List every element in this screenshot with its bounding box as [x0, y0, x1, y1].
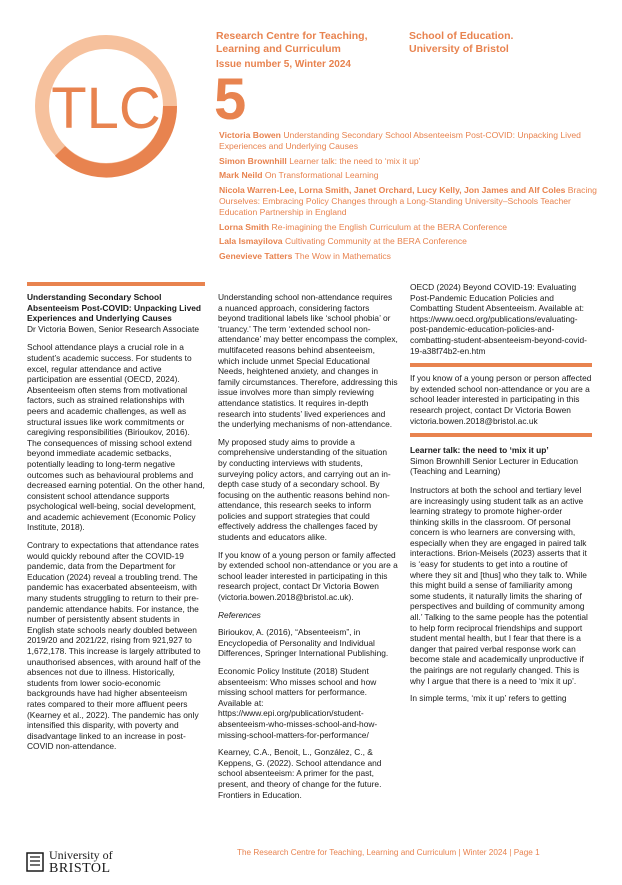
- contents-title: The Wow in Mathematics: [294, 251, 391, 262]
- section-rule: [410, 363, 592, 367]
- issue-label: Issue number 5, Winter 2024: [216, 59, 351, 70]
- tlc-logo: [20, 20, 192, 192]
- centre-name: [216, 30, 368, 56]
- contents-item[interactable]: [219, 236, 599, 247]
- article-title: Learner talk: the need to ‘mix it up’: [410, 445, 549, 456]
- contents-title: Understanding Secondary School Absenteeism Post-COVID: Unpacking Lived Experiences and Underlying Causes: [219, 130, 581, 151]
- article-title: Understanding Secondary School Absenteeism Post-COVID: Unpacking Lived Experiences and Underlying Causes: [27, 292, 202, 324]
- contents-author: Genevieve Tatters: [219, 251, 293, 262]
- article-column-3: [410, 282, 592, 711]
- page-footer: The Research Centre for Teaching, Learning and Curriculum | Winter 2024 | Page 1: [237, 848, 540, 857]
- university-line-1: University of: [49, 848, 113, 862]
- contents-item[interactable]: [219, 130, 599, 152]
- article-paragraph: Understanding school non-attendance requires a nuanced approach, considering factors beyond traditional labels like ‘school phobia’ or ‘truancy.’ The term ‘extended school non-attendance’ may better encompass the complex, multifaceted reasons behind absenteeism, which include unmet Special Educational Needs, heightened anxiety, and changes in family circumstances. Therefore, addressing this issue involves more than simply reviewing attendance statistics. It requires in-depth research into students’ lived experiences and the underlying mechanisms of non-attendance.: [218, 292, 398, 430]
- contents-title: On Transformational Learning: [264, 170, 379, 181]
- article-paragraph: In simple terms, ‘mix it up’ refers to getting: [410, 693, 567, 704]
- crest-icon: [25, 851, 45, 875]
- contents-author: Lala Ismayilova: [219, 236, 283, 247]
- university-logo: [25, 848, 135, 877]
- article-byline: Dr Victoria Bowen, Senior Research Associate: [27, 323, 200, 334]
- contents-item[interactable]: [219, 222, 599, 233]
- school-line-1: School of Education.: [409, 30, 514, 42]
- reference-item[interactable]: Economic Policy Institute (2018) Student absenteeism: Who misses school and how missing school matters for performance. Available at: https://www.epi.org/publication/student-absenteeism-who-misses-school-and-how-missing-school-matters-for-performance/: [218, 666, 378, 740]
- article-column-1: [27, 292, 205, 759]
- article-paragraph: Contrary to expectations that attendance rates would quickly rebound after the COVID-19 pandemic, data from the Department for Education (2024) reveal a troubling trend. The pandemic has exacerbated absenteeism, with many students struggling to return to their pre-pandemic attendance habits. For instance, the number of persistently absent students in English state schools nearly doubled between 2019/20 and 2021/22, rising from 921,927 to 1,672,178. This increase is largely attributed to unauthorised absences, with around half of the absences not due to illness. Historically, students from lower socio-economic backgrounds have had higher absenteeism rates compared to their more affluent peers (Kearney et al., 2022). The pandemic has only intensified this disparity, with poverty and disadvantage linked to an increase in post-COVID non-attendance.: [27, 540, 201, 752]
- contents-item[interactable]: [219, 251, 599, 262]
- contents-item[interactable]: [219, 185, 599, 217]
- contents-title: Cultivating Community at the BERA Conference: [284, 236, 467, 247]
- article-paragraph: My proposed study aims to provide a comprehensive understanding of the situation by conducting interviews with students, surveying policy actors, and carrying out an in-depth case study of a secondary school. By focusing on the authentic reasons behind non-attendance, this research seeks to inform policies and support strategies that could effectively address the challenges faced by students and educators alike.: [218, 436, 391, 543]
- reference-item: Birioukov, A. (2016), “Absenteeism”, in Encyclopedia of Personality and Individual Differences, Springer International Publishing.: [218, 627, 389, 659]
- contents-author: Mark Neild: [219, 170, 263, 181]
- contents-author: Victoria Bowen: [219, 130, 281, 140]
- section-rule: [410, 433, 592, 437]
- article-column-2: [218, 292, 398, 807]
- contents-item[interactable]: [219, 170, 599, 181]
- school-name: [409, 30, 513, 56]
- contents-author: Nicola Warren-Lee, Lorna Smith, Janet Orchard, Lucy Kelly, Jon James and Alf Coles: [219, 185, 566, 196]
- logo-text: TLC: [51, 76, 161, 141]
- centre-line-1: Research Centre for Teaching,: [216, 30, 368, 42]
- article-paragraph: Instructors at both the school and tertiary level are increasingly using student talk as an active learning strategy to promote higher-order thinking skills in the classroom. Of personal concern is who learners are conversing with, especially when they are engaged in paired talk interactions. Brion-Meisels (2023) asserts that it is ‘easy for students to get into a routine of where they sit and [thus] who they talk to. While this might build a sense of familiarity among some students, it naturally limits the sharing of perspectives and building of community among all.’ Talking to the same people has the potential to help form reciprocal friendships and support student mental health, but I fear that there is a danger that paired verbal response work can become stale and academically unproductive if the pairings are not regularly changed. This is why I argue that there is a need to ‘mix it up’.: [410, 484, 588, 686]
- contents-author: Lorna Smith: [219, 221, 270, 232]
- callout-box: If you know of a young person or person affected by extended school non-attendance or you are a school leader interested in participating in this research project, contact Dr Victoria Bowen victoria.bowen.2018@bristol.ac.uk: [410, 373, 592, 426]
- reference-item[interactable]: OECD (2024) Beyond COVID-19: Evaluating Post-Pandemic Education Policies and Combatting Student Absenteeism. Available at: https://www.oecd.org/publications/evaluating-post-pandemic-education-policies-and-combatting-student-absenteeism-beyond-covid-19-a38f74b2-en.htm: [410, 282, 587, 356]
- article-paragraph: If you know of a young person or family affected by extended school non-attendance or you are a school leader interested in participating in this research project, contact Dr Victoria Bowen (victoria.bowen.2018@bristol.ac.uk).: [218, 549, 398, 603]
- contents-title: Learner talk: the need to ‘mix it up’: [289, 155, 421, 166]
- contents-title: Re-imagining the English Curriculum at the BERA Conference: [271, 221, 508, 232]
- contents-item[interactable]: [219, 156, 599, 167]
- article-paragraph: School attendance plays a crucial role in a student’s academic success. For students to excel, regular attendance and active participation are essential (OECD, 2024). Absenteeism often stems from motivational factors, such as strained relationships with peers and academic challenges, as well as structural issues like work commitments or caregiving responsibilities (Birioukov, 2016). The consequences of missing school extend beyond immediate academic setbacks, potentially leading to long-term negative outcomes such as behavioural problems and decreased earning potential. On the other hand, consistent school attendance supports psychological well-being, social development, and academic achievement (Economic Policy Institute, 2018).: [27, 342, 205, 533]
- centre-line-2: Learning and Curriculum: [216, 43, 341, 55]
- section-rule: [27, 282, 205, 286]
- university-line-2: BRISTOL: [49, 861, 111, 876]
- reference-item: Kearney, C.A., Benoit, L., González, C., & Keppens, G. (2022). School attendance and school absenteeism: A primer for the past, present, and theory of change for the future. Frontiers in Education.: [218, 747, 382, 800]
- issue-number: 5: [214, 67, 247, 132]
- contents-list: [219, 130, 599, 266]
- contents-author: Simon Brownhill: [219, 155, 287, 166]
- references-heading: References: [218, 609, 261, 620]
- contents-title: Bracing Ourselves: Embracing Policy Changes through a Long-Standing University–Schools Teacher Education Partnership in England: [219, 185, 597, 217]
- article-byline: Simon Brownhill Senior Lecturer in Education (Teaching and Learning): [410, 455, 579, 477]
- school-line-2: University of Bristol: [409, 43, 509, 55]
